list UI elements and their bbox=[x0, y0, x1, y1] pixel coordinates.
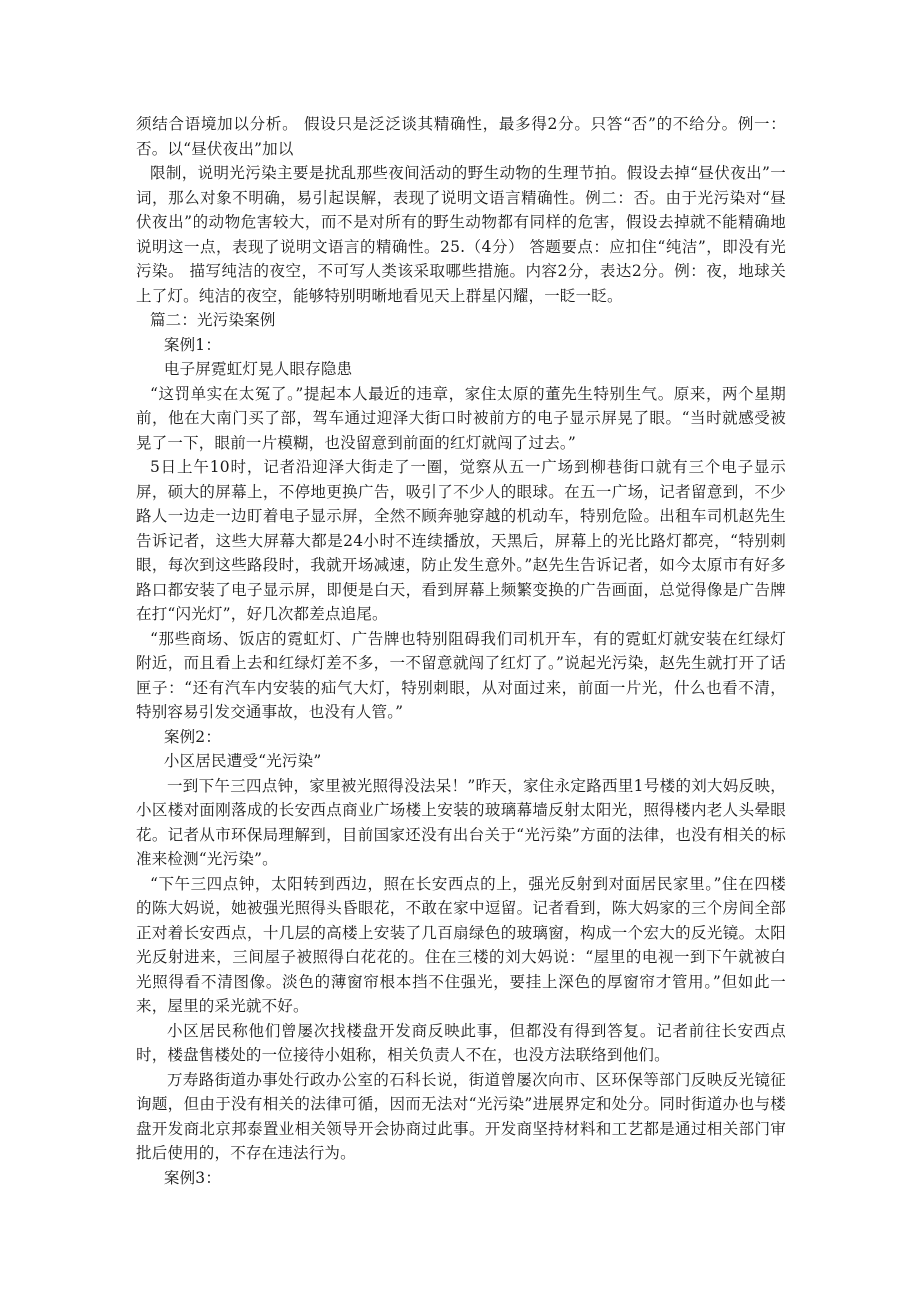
case-1-paragraph-1: “这罚单实在太冤了。”提起本人最近的违章，家住太原的董先生特别生气。原来，两个星期前，他在大南门买了部，驾车通过迎泽大街口时被前方的电子显示屏晃了眼。“当时就感受被晃了一下，眼前一片模糊，也没留意到前面的红灯就闯了过去。” bbox=[136, 384, 786, 452]
paragraph-1: 须结合语境加以分析。 假设只是泛泛谈其精确性，最多得2分。只答“否”的不给分。例一：否。以“昼伏夜出”加以 bbox=[136, 115, 786, 158]
case-3-label: 案例3： bbox=[163, 1168, 222, 1187]
case-1-paragraph-2: 5日上午10时，记者沿迎泽大街走了一圈，觉察从五一广场到柳巷街口就有三个电子显示屏，硕大的屏幕上，不停地更换广告，吸引了不少人的眼球。在五一广场，记者留意到，不少路人一边走一边盯着电子显示屏，全然不顾奔驰穿越的机动车，特别危险。出租车司机赵先生告诉记者，这些大屏幕大都是24小时不连续播放，天黑后，屏幕上的光比路灯都亮，“特别刺眼，每次到这些路段时，我就开场减速，防止发生意外。”赵先生告诉记者，如今太原市有好多路口都安装了电子显示屏，即便是白天，看到屏幕上频繁变换的广告画面，总觉得像是广告牌在打“闪光灯”，好几次都差点追尾。 bbox=[136, 458, 786, 623]
paragraph-2: 限制，说明光污染主要是扰乱那些夜间活动的野生动物的生理节拍。假设去掉“昼伏夜出”一词，那么对象不明确，易引起误解，表现了说明文语言精确性。例二：否。由于光污染对“昼伏夜出”的动物危害较大，而不是对所有的野生动物都有同样的危害，假设去掉就不能精确地说明这一点，表现了说明文语言的精确性。25.（4分） 答题要点：应扣住“纯洁”，即没有光污染。 描写纯洁的夜空，不可写人类该采取哪些措施。内容2分，表达2分。例：夜，地球关上了灯。纯洁的夜空，能够特别明晰地看见天上群星闪耀，一眨一眨。 bbox=[136, 164, 786, 305]
case-2-title: 小区居民遭受“光污染” bbox=[163, 752, 322, 770]
case-2-paragraph-4: 万寿路街道办事处行政办公室的石科长说，街道曾屡次向市、区环保等部门反映反光镜征询题，但由于没有相关的法律可循，因而无法对“光污染”进展界定和处分。同时街道办也与楼盘开发商北京邦泰置业相关领导开会协商过此事。开发商坚持材料和工艺都是通过相关部门审批后使用的，不存在违法行为。 bbox=[136, 1070, 786, 1162]
case-2-label: 案例2： bbox=[163, 727, 222, 746]
case-1-paragraph-3: “那些商场、饭店的霓虹灯、广告牌也特别阻碍我们司机开车，有的霓虹灯就安装在红绿灯附近，而且看上去和红绿灯差不多，一不留意就闯了红灯了。”说起光污染，赵先生就打开了话匣子：“还有汽车内安装的疝气大灯，特别刺眼，从对面过来，前面一片光，什么也看不清，特别容易引发交通事故，也没有人管。” bbox=[136, 629, 786, 721]
case-2-paragraph-3: 小区居民称他们曾屡次找楼盘开发商反映此事，但都没有得到答复。记者前往长安西点时，楼盘售楼处的一位接待小姐称，相关负责人不在，也没方法联络到他们。 bbox=[136, 1021, 786, 1064]
case-2-paragraph-2: “下午三四点钟，太阳转到西边，照在长安西点的上，强光反射到对面居民家里。”住在四楼的陈大妈说，她被强光照得头昏眼花，不敢在家中逗留。记者看到，陈大妈家的三个房间全部正对着长安西点，十几层的高楼上安装了几百扇绿色的玻璃窗，构成一个宏大的反光镜。太阳光反射进来，三间屋子被照得白花花的。住在三楼的刘大妈说：“屋里的电视一到下午就被白光照得看不清图像。淡色的薄窗帘根本挡不住强光，要挂上深色的厚窗帘才管用。”但如此一来，屋里的采光就不好。 bbox=[136, 874, 786, 1015]
document-body bbox=[136, 112, 786, 1190]
case-1-label: 案例1： bbox=[163, 335, 222, 354]
case-1-title: 电子屏霓虹灯晃人眼存隐患 bbox=[163, 360, 353, 378]
case-2-paragraph-1: 一到下午三四点钟，家里被光照得没法呆！”昨天，家住永定路西里1号楼的刘大妈反映，小区楼对面刚落成的长安西点商业广场楼上安装的玻璃幕墙反射太阳光，照得楼内老人头晕眼花。记者从市环保局理解到，目前国家还没有出台关于“光污染”方面的法律，也没有相关的标准来检测“光污染”。 bbox=[136, 776, 786, 868]
section-heading: 篇二：光污染案例 bbox=[149, 311, 276, 329]
